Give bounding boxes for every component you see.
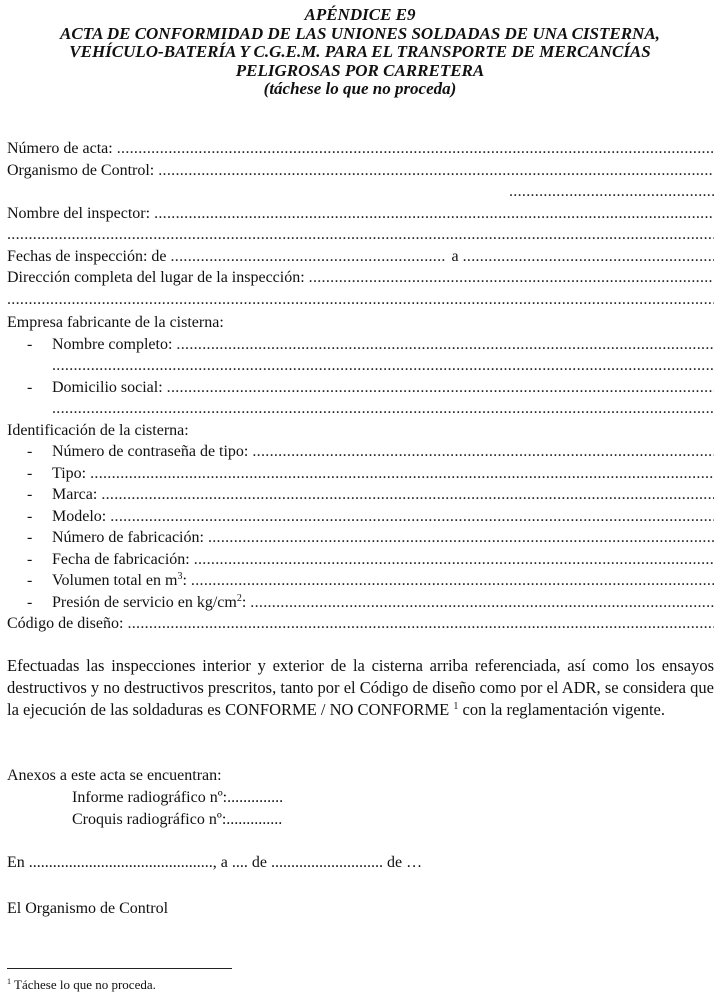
- dotted-fill[interactable]: [176, 334, 714, 355]
- dotted-fill[interactable]: [194, 549, 714, 570]
- list-dash: -: [27, 335, 33, 353]
- document-title-line-1: ACTA DE CONFORMIDAD DE LAS UNIONES SOLDADAS DE UNA CISTERNA,: [60, 23, 660, 43]
- list-dash: -: [27, 550, 33, 568]
- field-domicilio-continuation[interactable]: [7, 398, 714, 420]
- list-dash: -: [27, 507, 33, 525]
- field-tipo[interactable]: [7, 463, 714, 485]
- superscript-3: 3: [177, 571, 183, 582]
- annex-section: [7, 765, 714, 831]
- field-label: Número de fabricación:: [52, 529, 204, 546]
- field-label-a: a: [451, 247, 459, 265]
- footnote-number: 1: [7, 977, 11, 986]
- list-dash: -: [27, 529, 33, 546]
- annex-item-radiographic-sketch[interactable]: [7, 809, 714, 831]
- dotted-fill[interactable]: [52, 355, 714, 376]
- statement-end: con la reglamentación vigente.: [462, 700, 665, 719]
- annex-item-label: Croquis radiográfico nº:: [72, 811, 227, 828]
- section-empresa: [7, 312, 714, 334]
- field-label: Número de contraseña de tipo:: [52, 443, 249, 460]
- superscript-2: 2: [236, 592, 242, 604]
- dotted-fill[interactable]: [154, 203, 714, 224]
- list-dash: -: [27, 464, 33, 482]
- field-label: Tipo:: [52, 464, 87, 482]
- annex-title: Anexos a este acta se encuentran:: [7, 767, 222, 784]
- field-direccion[interactable]: [7, 267, 714, 289]
- field-numero-acta[interactable]: [7, 138, 714, 160]
- section-label: Identificación de la cisterna:: [7, 421, 189, 439]
- list-dash: -: [27, 378, 33, 396]
- document-title-line-2: VEHÍCULO-BATERÍA Y C.G.E.M. PARA EL TRANSPORTE DE MERCANCÍAS: [69, 42, 651, 61]
- dotted-fill[interactable]: [7, 224, 714, 245]
- field-label: Fecha de fabricación:: [52, 550, 190, 568]
- dotted-fill[interactable]: [252, 441, 714, 462]
- document-title-line-3: PELIGROSAS POR CARRETERA: [235, 60, 485, 80]
- dotted-fill[interactable]: [101, 484, 714, 505]
- field-label: Fechas de inspección: de: [7, 247, 167, 265]
- footnote-divider: [7, 968, 232, 969]
- section-label: Empresa fabricante de la cisterna:: [7, 314, 224, 331]
- section-identificacion: [7, 420, 714, 442]
- field-label: Modelo:: [52, 507, 107, 525]
- dotted-fill[interactable]: [309, 267, 714, 288]
- dotted-fill-to[interactable]: [463, 246, 714, 267]
- field-inspector[interactable]: [7, 203, 714, 225]
- signature-line: El Organismo de Control: [7, 900, 169, 917]
- dotted-fill[interactable]: [158, 160, 714, 181]
- volume-label-text: Volumen total en m: [52, 572, 178, 589]
- annex-item-label: Informe radiográfico nº:: [72, 789, 228, 806]
- field-direccion-continuation[interactable]: [7, 289, 714, 311]
- footnote: [7, 974, 156, 995]
- list-dash: -: [27, 443, 33, 460]
- field-label: [52, 592, 246, 613]
- dotted-fill[interactable]: [52, 398, 714, 419]
- field-label: Organismo de Control:: [7, 161, 155, 179]
- field-label: Nombre del inspector:: [7, 204, 151, 222]
- dotted-fill[interactable]: [7, 289, 714, 310]
- dotted-fill-from[interactable]: [171, 246, 446, 267]
- dotted-fill[interactable]: [110, 506, 714, 527]
- field-presion[interactable]: [7, 592, 714, 614]
- pressure-label-text: Presión de servicio en kg/cm: [52, 593, 237, 611]
- dotted-fill[interactable]: ..............: [226, 811, 283, 828]
- label-colon: :: [241, 593, 247, 611]
- field-label: Código de diseño:: [7, 615, 124, 632]
- footnote-text: Táchese lo que no proceda.: [14, 977, 156, 992]
- conformity-statement: [7, 655, 714, 721]
- dotted-fill[interactable]: [167, 377, 714, 398]
- field-label: Nombre completo:: [52, 335, 173, 353]
- field-modelo[interactable]: [7, 506, 714, 528]
- place-date-line[interactable]: En .............................................., a .... de ............................ de …: [7, 854, 423, 871]
- field-nombre-completo[interactable]: [7, 334, 714, 356]
- list-dash: -: [27, 593, 33, 611]
- field-organismo-continuation[interactable]: [7, 181, 714, 203]
- field-label: Marca:: [52, 486, 98, 503]
- label-colon: :: [182, 572, 187, 589]
- field-label: Domicilio social:: [52, 378, 163, 396]
- list-dash: -: [27, 486, 33, 503]
- list-dash: -: [27, 572, 33, 589]
- dotted-fill[interactable]: [191, 570, 714, 591]
- statement-text: Efectuadas las inspecciones interior y exterior de la cisterna arriba referenciada, así como los ensayos destructivos y no destructivos prescritos, tanto por el Código de diseño como por el ADR, se considera que la ejecución de las soldaduras es CONFORME / NO CONFORME: [7, 656, 714, 719]
- document-header: [0, 6, 720, 99]
- dotted-fill[interactable]: [90, 463, 714, 484]
- dotted-fill[interactable]: [117, 138, 714, 159]
- field-codigo-diseno[interactable]: [7, 613, 714, 635]
- field-marca[interactable]: [7, 484, 714, 506]
- field-inspector-continuation[interactable]: [7, 224, 714, 246]
- dotted-fill[interactable]: [127, 613, 714, 634]
- dotted-fill[interactable]: [509, 181, 714, 202]
- dotted-fill[interactable]: ..............: [227, 789, 284, 806]
- inspection-form: [7, 138, 714, 635]
- dotted-fill[interactable]: [250, 592, 714, 613]
- strike-instruction: (táchese lo que no proceda): [263, 79, 457, 98]
- field-fechas[interactable]: [7, 246, 714, 268]
- field-nombre-completo-continuation[interactable]: [7, 355, 714, 377]
- field-label: Número de acta:: [7, 140, 113, 157]
- field-volumen[interactable]: [7, 570, 714, 592]
- field-organismo[interactable]: [7, 160, 714, 182]
- dotted-fill[interactable]: [208, 527, 714, 548]
- field-numero-fabricacion[interactable]: [7, 527, 714, 549]
- footnote-ref: 1: [453, 701, 459, 712]
- field-label: Dirección completa del lugar de la inspección:: [7, 269, 305, 286]
- field-fecha-fabricacion[interactable]: [7, 549, 714, 571]
- appendix-title: APÉNDICE E9: [304, 5, 416, 24]
- field-domicilio[interactable]: [7, 377, 714, 399]
- annex-item-radiographic-report[interactable]: [7, 787, 714, 809]
- field-label: [52, 570, 187, 591]
- field-contrasena[interactable]: [7, 441, 714, 463]
